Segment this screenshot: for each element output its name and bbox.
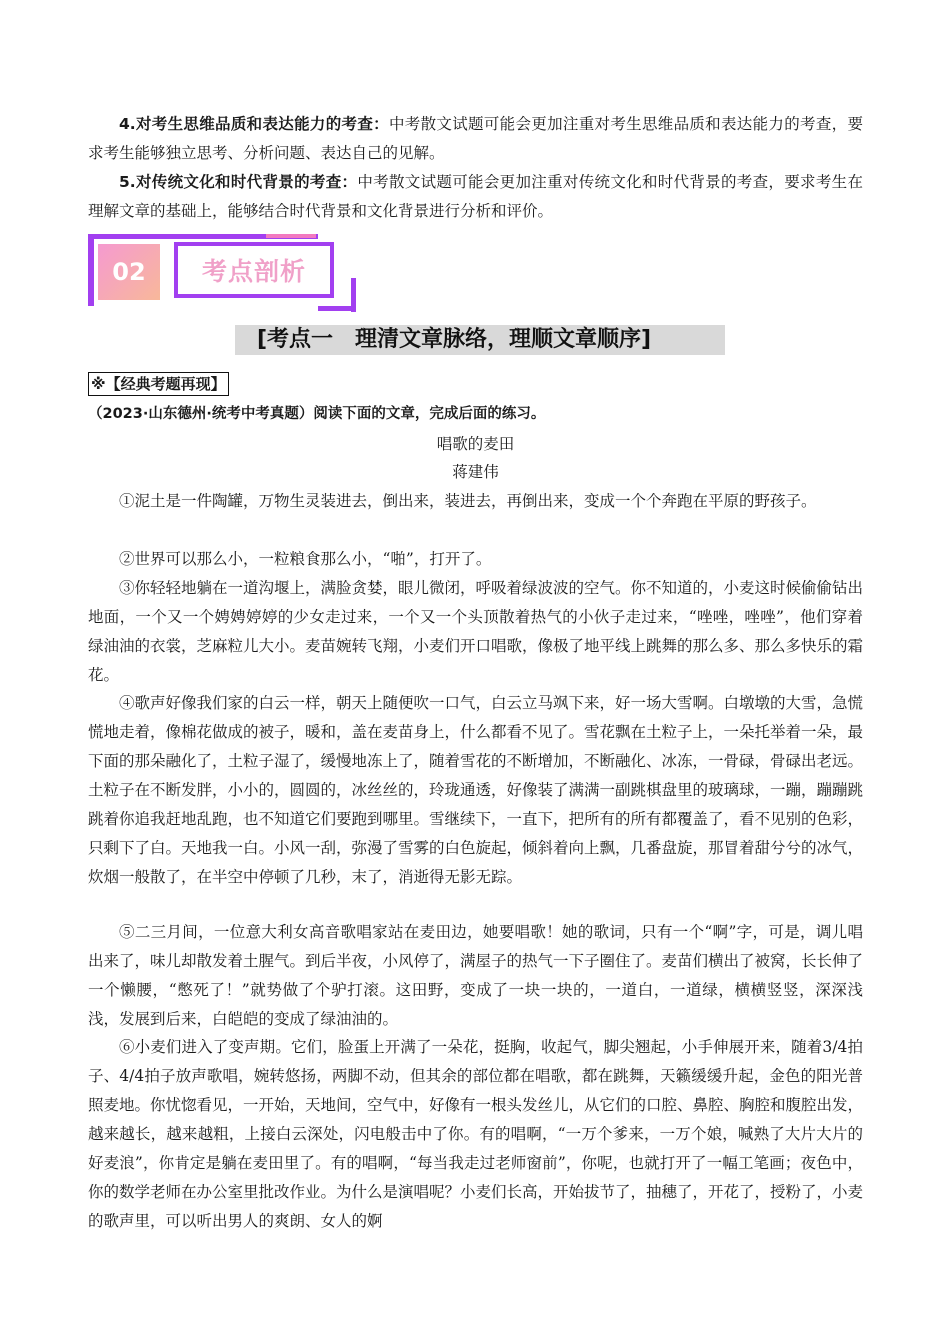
article-paragraph-6: ⑥小麦们进入了变声期。它们，脸蛋上开满了一朵花，挺胸，收起气，脚尖翘起，小手伸展开来，随着3/4拍子、4/4拍子放声歌唱，婉转悠扬，两脚不动，但其余的部位都在唱歌，都在跳舞，天籁缓缓升起，金色的阳光普照麦地。你忧惚看见，一开始，天地间，空气中，好像有一根头发丝儿，从它们的口腔、鼻腔、胸腔和腹腔出发，越来越长，越来越粗，上接白云深处，闪电般击中了你。有的唱啊，“一万个爹来，一万个娘，喊熟了大片大片的好麦浪”，你肯定是躺在麦田里了。有的唱啊，“每当我走过老师窗前”，你呢，也就打开了一幅工笔画；夜色中，你的数学老师在办公室里批改作业。为什么是演唱呢？小麦们长高，开始拔节了，抽穗了，开花了，授粉了，小麦的歌声里，可以听出男人的爽朗、女人的婀 <box>88 1038 864 1230</box>
article-paragraph-1: ①泥土是一件陶罐，万物生灵装进去，倒出来，装进去，再倒出来，变成一个个奔跑在平原的野孩子。 <box>119 492 817 510</box>
kaodian-heading: [考点一 理清文章脉络，理顺文章顺序] <box>235 325 725 355</box>
article-paragraph-2: ②世界可以那么小，一粒粮食那么小，“啪”，打开了。 <box>119 550 492 568</box>
article-paragraph-5: ⑤二三月间，一位意大利女高音歌唱家站在麦田边，她要唱歌！她的歌词，只有一个“啊”字，可是，调儿唱出来了，味儿却散发着土腥气。到后半夜，小风停了，满屋子的热气一下子圈住了。麦苗们横出了被窝，长长伸了一个懒腰，“憋死了！”就势做了个驴打滚。这田野，变成了一块一块的，一道白，一道绿，横横竖竖，深深浅浅，发展到后来，白皑皑的变成了绿油油的。 <box>88 923 864 1028</box>
intro-item-4-label: 4.对考生思维品质和表达能力的考查： <box>119 115 389 133</box>
badge-accent <box>266 234 316 238</box>
article-paragraph-4: ④歌声好像我们家的白云一样，朝天上随便吹一口气，白云立马飒下来，好一场大雪啊。白墩墩的大雪，急慌慌地走着，像棉花做成的被子，暖和，盖在麦苗身上，什么都看不见了。雪花飘在土粒子上，一朵托举着一朵，最下面的那朵融化了，土粒子湿了，缓慢地冻上了，随着雪花的不断增加，不断融化、冰冻，一骨碌，骨碌出老远。土粒子在不断发胖，小小的，圆圆的，冰丝丝的，玲珑通透，好像装了满满一副跳棋盘里的玻璃球，一蹦，蹦蹦跳跳着你追我赶地乱跑，也不知道它们要跑到哪里。雪继续下，一直下，把所有的所有都覆盖了，看不见别的色彩，只剩下了白。天地我一白。小风一刮，弥漫了雪雾的白色旋起，倾斜着向上飘，几番盘旋，那冒着甜兮兮的冰气，炊烟一般散了，在半空中停顿了几秒，末了，消逝得无影无踪。 <box>88 694 864 886</box>
intro-item-5-label: 5.对传统文化和时代背景的考查： <box>119 173 358 191</box>
classic-exam-label: ※【经典考题再现】 <box>88 372 229 396</box>
article-paragraph-3: ③你轻轻地躺在一道沟堰上，满脸贪婪，眼儿微闭，呼吸着绿波波的空气。你不知道的，小麦这时候偷偷钻出地面，一个又一个娉娉婷婷的少女走过来，一个又一个头顶散着热气的小伙子走过来，“唑唑，唑唑”，他们穿着绿油油的衣裳，芝麻粒儿大小。麦苗婉转飞翔，小麦们开口唱歌，像极了地平线上跳舞的那么多、那么多快乐的霜花。 <box>88 579 864 684</box>
article-title: 唱歌的麦田 <box>436 435 515 453</box>
intro-item-4 <box>88 110 863 168</box>
section-number: 02 <box>98 244 160 300</box>
exam-source-line: （2023·山东德州·统考中考真题）阅读下面的文章，完成后面的练习。 <box>88 406 546 422</box>
article-author: 蒋建伟 <box>452 463 499 481</box>
section-title: 考点剖析 <box>174 242 334 298</box>
intro-item-5-text: 中考散文试题可能会更加注重对传统文化和时代背景的考查，要求考生在理解文章的基础上，能够结合时代背景和文化背景进行分析和评价。 <box>88 173 863 220</box>
intro-item-5 <box>88 168 863 226</box>
badge-frame-corner-horizontal <box>318 306 356 311</box>
intro-item-4-text: 中考散文试题可能会更加注重对考生思维品质和表达能力的考查，要求考生能够独立思考、分析问题、表达自己的见解。 <box>88 115 863 162</box>
badge-frame-left <box>88 234 94 306</box>
section-badge <box>86 232 358 312</box>
